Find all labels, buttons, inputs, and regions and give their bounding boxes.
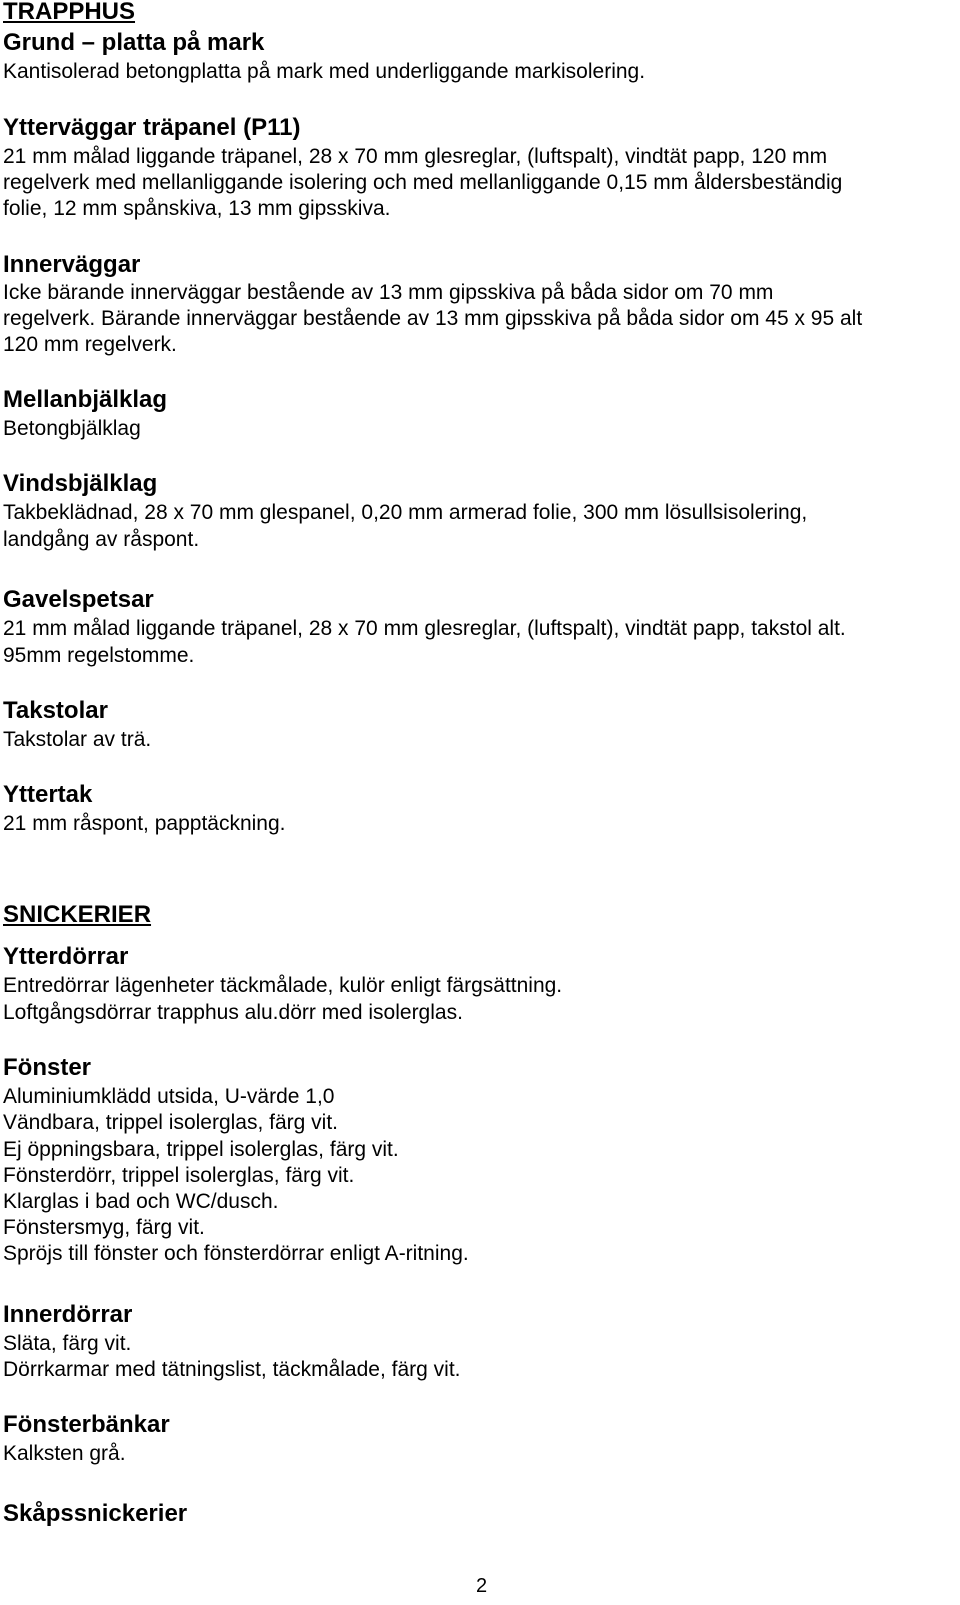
body-line: Kalksten grå. bbox=[3, 1442, 126, 1465]
body-line: Takbeklädnad, 28 x 70 mm glespanel, 0,20 mm armerad folie, 300 mm lösullsisolering, bbox=[3, 501, 808, 524]
body-line: folie, 12 mm spånskiva, 13 mm gipsskiva. bbox=[3, 197, 391, 220]
body-line: regelverk. Bärande innerväggar bestående av 13 mm gipsskiva på båda sidor om 45 x 95 alt bbox=[3, 307, 863, 330]
heading-ytterdörrar: Ytterdörrar bbox=[3, 943, 129, 970]
body-line: 21 mm målad liggande träpanel, 28 x 70 mm glesreglar, (luftspalt), vindtät papp, takstol alt. bbox=[3, 617, 846, 640]
body-line: Ej öppningsbara, trippel isolerglas, färg vit. bbox=[3, 1138, 399, 1161]
heading-innerdörrar: Innerdörrar bbox=[3, 1301, 133, 1328]
body-line: regelverk med mellanliggande isolering och med mellanliggande 0,15 mm åldersbeständig bbox=[3, 171, 843, 194]
body-line: landgång av råspont. bbox=[3, 528, 200, 551]
body-line: 21 mm råspont, papptäckning. bbox=[3, 812, 286, 835]
body-line: 21 mm målad liggande träpanel, 28 x 70 mm glesreglar, (luftspalt), vindtät papp, 120 mm bbox=[3, 145, 828, 168]
heading-fönsterbänkar: Fönsterbänkar bbox=[3, 1411, 170, 1438]
heading-innerväggar: Innerväggar bbox=[3, 251, 141, 278]
body-line: Spröjs till fönster och fönsterdörrar enligt A-ritning. bbox=[3, 1242, 469, 1265]
body-line: Klarglas i bad och WC/dusch. bbox=[3, 1190, 279, 1213]
body-line: Loftgångsdörrar trapphus alu.dörr med isolerglas. bbox=[3, 1001, 463, 1024]
heading-fönster: Fönster bbox=[3, 1054, 92, 1081]
heading-vindsbjälklag: Vindsbjälklag bbox=[3, 470, 158, 497]
heading-yttertak: Yttertak bbox=[3, 781, 93, 808]
heading-skåpssnickerier: Skåpssnickerier bbox=[3, 1500, 188, 1527]
body-line: Kantisolerad betongplatta på mark med underliggande markisolering. bbox=[3, 60, 646, 83]
section-title-trapphus: TRAPPHUS bbox=[3, 0, 136, 25]
heading-grund: Grund – platta på mark bbox=[3, 29, 265, 56]
body-line: Släta, färg vit. bbox=[3, 1332, 132, 1355]
body-line: 95mm regelstomme. bbox=[3, 644, 195, 667]
body-line: Vändbara, trippel isolerglas, färg vit. bbox=[3, 1111, 339, 1134]
section-title-snickerier: SNICKERIER bbox=[3, 901, 152, 928]
body-line: Dörrkarmar med tätningslist, täckmålade, färg vit. bbox=[3, 1358, 461, 1381]
body-line: Aluminiumklädd utsida, U-värde 1,0 bbox=[3, 1085, 335, 1108]
body-line: Betongbjälklag bbox=[3, 417, 141, 440]
body-line: 120 mm regelverk. bbox=[3, 333, 177, 356]
body-line: Fönstersmyg, färg vit. bbox=[3, 1216, 205, 1239]
body-line: Entredörrar lägenheter täckmålade, kulör enligt färgsättning. bbox=[3, 974, 563, 997]
heading-ytterväggar: Ytterväggar träpanel (P11) bbox=[3, 114, 301, 141]
body-line: Fönsterdörr, trippel isolerglas, färg vit. bbox=[3, 1164, 355, 1187]
heading-mellanbjälklag: Mellanbjälklag bbox=[3, 386, 168, 413]
page-number: 2 bbox=[476, 1575, 488, 1597]
heading-takstolar: Takstolar bbox=[3, 697, 108, 724]
heading-gavelspetsar: Gavelspetsar bbox=[3, 586, 154, 613]
body-line: Icke bärande innerväggar bestående av 13 mm gipsskiva på båda sidor om 70 mm bbox=[3, 281, 774, 304]
body-line: Takstolar av trä. bbox=[3, 728, 152, 751]
